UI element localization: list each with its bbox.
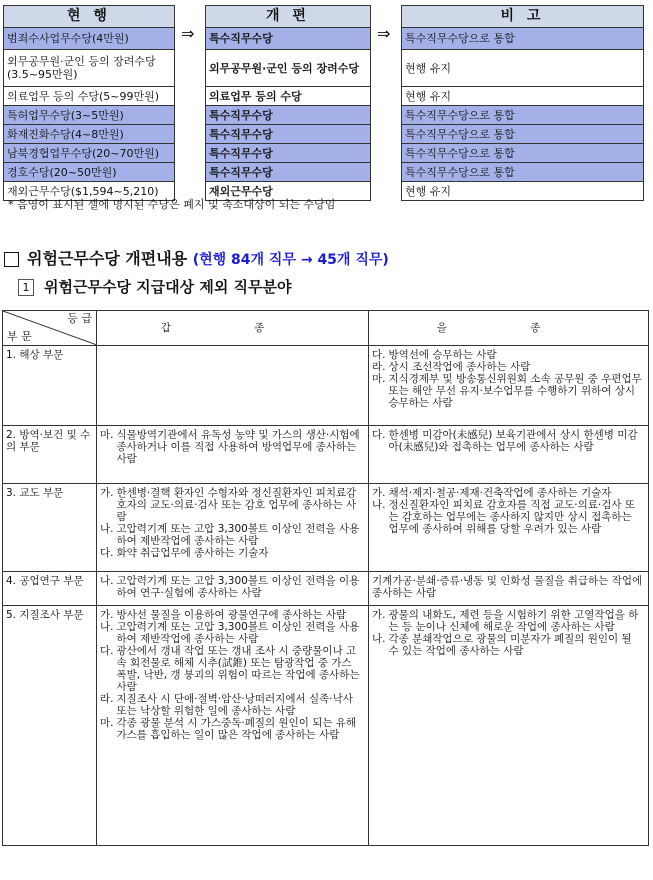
revised-cell: 특수직무수당 bbox=[206, 28, 371, 50]
table-row bbox=[3, 484, 649, 572]
note-cell: 특수직무수당으로 통합 bbox=[402, 144, 644, 163]
list-item bbox=[100, 575, 365, 599]
item-marker: 가. bbox=[372, 609, 386, 621]
corner-top-label: 등 급 bbox=[67, 312, 92, 325]
table-row bbox=[3, 346, 649, 426]
current-cell: 의료업무 등의 수당(5~99만원) bbox=[4, 87, 175, 106]
current-cell: 화재진화수당(4~8만원) bbox=[4, 125, 175, 144]
item-text: 각종 광물 분석 시 가스중독·폐질의 원인이 되는 유해가스를 흡입하는 일이 많은 작업에 종사하는 사람 bbox=[116, 717, 357, 741]
item-marker: 다. bbox=[100, 547, 114, 559]
arrow-1: ⇒ bbox=[181, 24, 195, 43]
current-rows bbox=[4, 28, 175, 201]
corner-bottom-label: 부 문 bbox=[7, 330, 32, 343]
revised-rows bbox=[206, 28, 371, 201]
note-header: 비 고 bbox=[402, 6, 644, 28]
list-item bbox=[372, 609, 645, 633]
current-cell: 외무공무원·군인 등의 장려수당(3.5~95만원) bbox=[4, 50, 175, 87]
item-marker: 마. bbox=[100, 429, 114, 441]
list-item bbox=[100, 645, 365, 693]
list-item bbox=[372, 487, 645, 499]
item-text: 방역선에 승무하는 사람 bbox=[388, 349, 497, 361]
list-item bbox=[100, 547, 365, 559]
revised-cell: 특수직무수당 bbox=[206, 163, 371, 182]
item-text: 기계가공·분쇄·증류·냉동 및 인화성 물질을 취급하는 작업에 종사하는 사람 bbox=[372, 575, 643, 599]
item-marker: 라. bbox=[100, 693, 114, 705]
subsection-title bbox=[18, 276, 292, 297]
corner-cell bbox=[3, 311, 97, 346]
item-text: 식물방역기관에서 유독성 농약 및 가스의 생산·시험에 종사하거나 이를 직접 사용하여 방역업무에 종사하는 사람 bbox=[116, 429, 360, 465]
revised-cell: 외무공무원·군인 등의 장려수당 bbox=[206, 50, 371, 87]
item-marker: 가. bbox=[100, 609, 114, 621]
item-text: 한센병·결핵 환자인 수형자와 정신질환자인 피치료감호자의 교도·의료·검사 또는 감호 업무에 종사하는 사람 bbox=[116, 487, 357, 523]
item-text: 고압력기계 또는 고압 3,300볼트 이상인 전력을 사용하여 제반작업에 종사하는 사람 bbox=[116, 523, 360, 547]
item-marker: 나. bbox=[100, 621, 114, 633]
item-text: 지식경제부 및 방송통신위원회 소속 공무원 중 우편업무 또는 해안 무선 유지·보수업무를 수행하기 위하여 상시 승무하는 사람 bbox=[388, 373, 642, 409]
division-cell: 4. 공업연구 부문 bbox=[3, 572, 97, 606]
table-row bbox=[3, 572, 649, 606]
subsection-title-text: 위험근무수당 지급대상 제외 직무분야 bbox=[44, 278, 292, 296]
list-item bbox=[372, 373, 645, 409]
item-marker: 가. bbox=[100, 487, 114, 499]
list-item bbox=[372, 349, 645, 361]
grade-b-cell bbox=[369, 484, 649, 572]
revised-cell: 특수직무수당 bbox=[206, 125, 371, 144]
item-text: 고압력기계 또는 고압 3,300볼트 이상인 전력을 사용하여 제반작업에 종사하는 사람 bbox=[116, 621, 360, 645]
item-marker: 다. bbox=[100, 645, 114, 657]
col-b-header: 을 종 bbox=[369, 311, 649, 346]
item-text: 지질조사 시 단애·절벽·암산·낭떠러지에서 실족·낙사 또는 낙상할 위험한 일에 종사하는 사람 bbox=[116, 693, 353, 717]
revised-table bbox=[205, 5, 371, 201]
grade-b-cell bbox=[369, 572, 649, 606]
revised-cell: 의료업무 등의 수당 bbox=[206, 87, 371, 106]
revised-cell: 특수직무수당 bbox=[206, 106, 371, 125]
grade-b-cell bbox=[369, 346, 649, 426]
hazard-rows bbox=[3, 346, 649, 846]
table-row bbox=[3, 426, 649, 484]
note-table bbox=[401, 5, 644, 201]
item-text: 한센병 미감아(未感兒) 보육기관에서 상시 한센병 미감아(未感兒)와 접촉하는 업무에 종사하는 사람 bbox=[388, 429, 638, 453]
list-item bbox=[100, 621, 365, 645]
note-cell: 특수직무수당으로 통합 bbox=[402, 125, 644, 144]
note-cell: 특수직무수당으로 통합 bbox=[402, 28, 644, 50]
division-cell: 2. 방역·보건 및 수의 부문 bbox=[3, 426, 97, 484]
list-item bbox=[372, 429, 645, 453]
current-cell: 남북경협업무수당(20~70만원) bbox=[4, 144, 175, 163]
note-cell: 현행 유지 bbox=[402, 50, 644, 87]
current-table bbox=[3, 5, 175, 201]
item-marker: 마. bbox=[100, 717, 114, 729]
item-marker: 마. bbox=[372, 373, 386, 385]
item-marker: 다. bbox=[372, 349, 386, 361]
revised-cell: 재외근무수당 bbox=[206, 182, 371, 201]
grade-a-cell bbox=[97, 606, 369, 846]
section-subtitle: (현행 84개 직무 → 45개 직무) bbox=[192, 252, 389, 268]
list-item bbox=[372, 361, 645, 373]
item-text: 정신질환자인 피치료 감호자를 직접 교도·의료·검사 또는 감호하는 업무에는 종사하지 않지만 상시 접촉하는 업무에 종사하여 위해를 당할 우려가 있는 사람 bbox=[388, 499, 635, 535]
grade-a-cell bbox=[97, 484, 369, 572]
current-cell: 재외근무수당($1,594~5,210) bbox=[4, 182, 175, 201]
current-cell: 경호수당(20~50만원) bbox=[4, 163, 175, 182]
item-marker: 나. bbox=[100, 575, 114, 587]
grade-a-cell bbox=[97, 572, 369, 606]
note-cell: 현행 유지 bbox=[402, 87, 644, 106]
current-cell: 특허업무수당(3~5만원) bbox=[4, 106, 175, 125]
item-text: 고압력기계 또는 고압 3,300볼트 이상인 전력을 이용하여 연구·실험에 종사하는 사람 bbox=[116, 575, 360, 599]
subsection-number: 1 bbox=[18, 279, 34, 296]
table-row bbox=[3, 606, 649, 846]
grade-b-cell bbox=[369, 426, 649, 484]
item-marker: 나. bbox=[100, 523, 114, 535]
grade-b-cell bbox=[369, 606, 649, 846]
list-item bbox=[372, 633, 645, 657]
section-title bbox=[4, 246, 389, 269]
col-a-header: 갑 종 bbox=[97, 311, 369, 346]
list-item bbox=[100, 717, 365, 741]
list-item bbox=[100, 523, 365, 547]
note-rows bbox=[402, 28, 644, 201]
list-item bbox=[372, 499, 645, 535]
item-text: 방사선 물질을 이용하여 광물연구에 종사하는 사람 bbox=[116, 609, 347, 621]
checkbox-square-icon bbox=[4, 252, 19, 267]
item-text: 광산에서 갱내 작업 또는 갱내 조사 시 중량물이나 고속 회전물로 해체 시추(試錐) 또는 탐광작업 중 가스 폭발, 낙반, 갱 붕괴의 위험이 따르는 작업에 종사하는 사람 bbox=[116, 645, 360, 693]
division-cell: 1. 해상 부문 bbox=[3, 346, 97, 426]
section-title-text: 위험근무수당 개편내용 bbox=[27, 249, 188, 268]
division-cell: 5. 지질조사 부문 bbox=[3, 606, 97, 846]
item-marker: 다. bbox=[372, 429, 386, 441]
item-text: 광물의 내화도, 제련 등을 시험하기 위한 고열작업을 하는 등 눈이나 신체에 해로운 작업에 종사하는 사람 bbox=[388, 609, 639, 633]
current-cell: 범죄수사업무수당(4만원) bbox=[4, 28, 175, 50]
item-marker: 가. bbox=[372, 487, 386, 499]
item-text: 화약 취급업무에 종사하는 기술자 bbox=[116, 547, 269, 559]
grade-a-cell bbox=[97, 346, 369, 426]
item-marker: 나. bbox=[372, 499, 386, 511]
note-cell: 특수직무수당으로 통합 bbox=[402, 106, 644, 125]
list-item bbox=[100, 487, 365, 523]
revised-header: 개 편 bbox=[206, 6, 371, 28]
item-marker: 나. bbox=[372, 633, 386, 645]
item-marker: 라. bbox=[372, 361, 386, 373]
item-text: 각종 분쇄작업으로 광물의 미분자가 폐질의 원인이 될 수 있는 작업에 종사하는 사람 bbox=[388, 633, 632, 657]
item-text: 채석·제지·철공·제재·건축작업에 종사하는 기술자 bbox=[388, 487, 612, 499]
footnote: * 음영이 표시된 셀에 명시된 수당은 폐지 및 축소대상이 되는 수당임 bbox=[8, 198, 336, 211]
grade-a-cell bbox=[97, 426, 369, 484]
current-header: 현 행 bbox=[4, 6, 175, 28]
division-cell: 3. 교도 부문 bbox=[3, 484, 97, 572]
list-item bbox=[100, 429, 365, 465]
list-item bbox=[100, 693, 365, 717]
revised-cell: 특수직무수당 bbox=[206, 144, 371, 163]
item-text: 상시 조선작업에 종사하는 사람 bbox=[388, 361, 531, 373]
list-item bbox=[372, 575, 645, 599]
hazard-table bbox=[2, 310, 649, 846]
note-cell: 현행 유지 bbox=[402, 182, 644, 201]
list-item bbox=[100, 609, 365, 621]
note-cell: 특수직무수당으로 통합 bbox=[402, 163, 644, 182]
arrow-2: ⇒ bbox=[377, 24, 391, 43]
